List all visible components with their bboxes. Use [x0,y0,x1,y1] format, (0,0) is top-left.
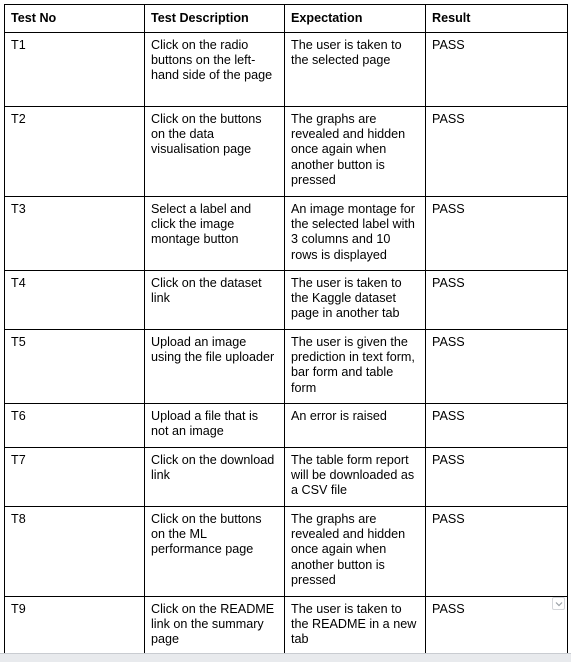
cell-description: Click on the download link [145,448,285,507]
cell-result: PASS [426,271,568,330]
table-row [5,107,568,197]
table-row [5,271,568,330]
cell-result: PASS [426,597,568,659]
cell-test-no: T4 [5,271,145,330]
cell-result: PASS [426,107,568,197]
cell-expectation: The user is taken to the Kaggle dataset page in another tab [285,271,426,330]
table-row [5,507,568,597]
cell-result: PASS [426,197,568,271]
table-row [5,597,568,659]
table-row [5,33,568,107]
cell-description: Click on the buttons on the ML performance page [145,507,285,597]
chevron-down-icon[interactable] [552,597,565,610]
cell-description: Upload an image using the file uploader [145,330,285,404]
cell-expectation: An error is raised [285,404,426,448]
cell-description: Upload a file that is not an image [145,404,285,448]
cell-result: PASS [426,507,568,597]
cell-description: Click on the README link on the summary page [145,597,285,659]
cell-test-no: T9 [5,597,145,659]
table-row [5,448,568,507]
header-test-no: Test No [5,5,145,33]
cell-expectation: The user is given the prediction in text form, bar form and table form [285,330,426,404]
cell-expectation: An image montage for the selected label with 3 columns and 10 rows is displayed [285,197,426,271]
cell-expectation: The user is taken to the selected page [285,33,426,107]
cell-result: PASS [426,448,568,507]
cell-test-no: T3 [5,197,145,271]
cell-test-no: T2 [5,107,145,197]
cell-test-no: T7 [5,448,145,507]
table-row [5,404,568,448]
cell-result: PASS [426,330,568,404]
cell-description: Select a label and click the image montage button [145,197,285,271]
cell-test-no: T5 [5,330,145,404]
header-expectation: Expectation [285,5,426,33]
header-result: Result [426,5,568,33]
test-results-table [4,4,568,659]
table-header-row [5,5,568,33]
cell-description: Click on the dataset link [145,271,285,330]
table-row [5,330,568,404]
cell-test-no: T6 [5,404,145,448]
header-test-description: Test Description [145,5,285,33]
cell-result: PASS [426,404,568,448]
cell-test-no: T1 [5,33,145,107]
cell-test-no: T8 [5,507,145,597]
cell-description: Click on the radio buttons on the left-hand side of the page [145,33,285,107]
cell-result: PASS [426,33,568,107]
cell-expectation: The graphs are revealed and hidden once again when another button is pressed [285,507,426,597]
cell-description: Click on the buttons on the data visualisation page [145,107,285,197]
cell-expectation: The graphs are revealed and hidden once again when another button is pressed [285,107,426,197]
cell-expectation: The table form report will be downloaded as a CSV file [285,448,426,507]
table-row [5,197,568,271]
cell-expectation: The user is taken to the README in a new tab [285,597,426,659]
